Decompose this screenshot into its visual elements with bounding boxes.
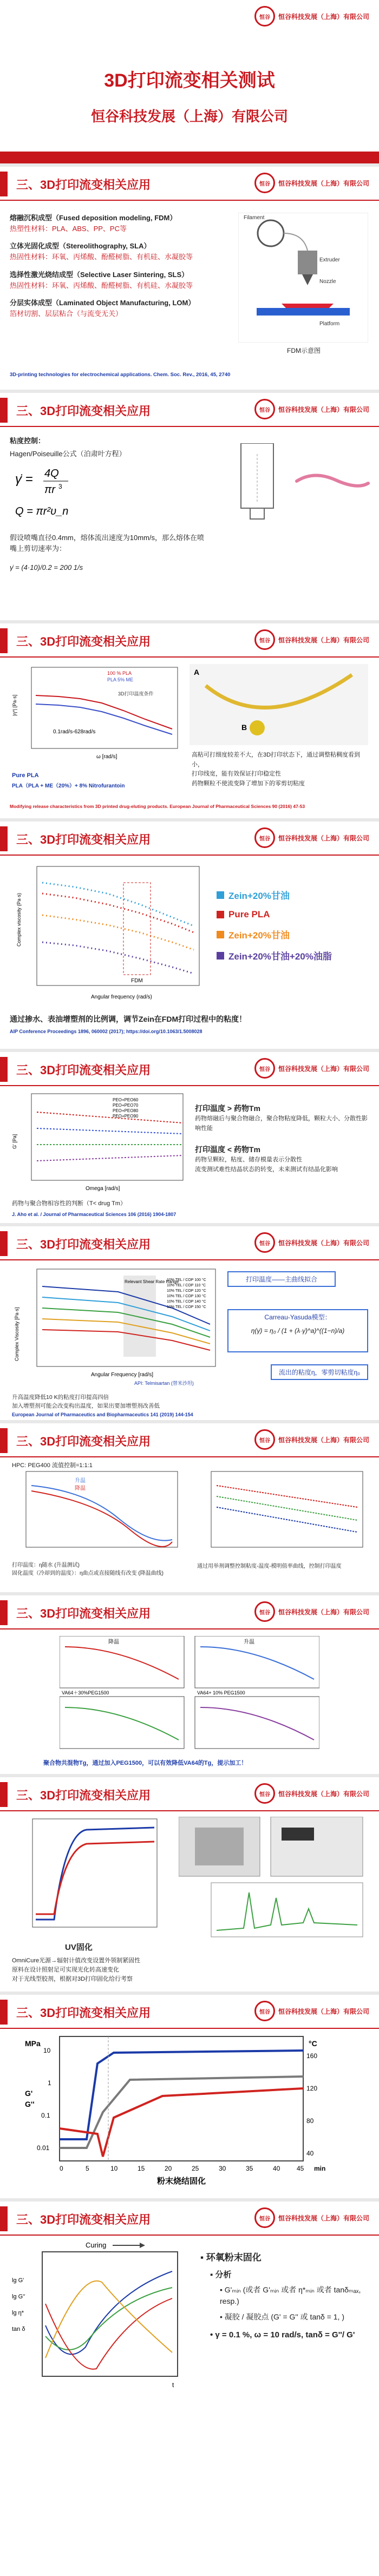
zein-legend xyxy=(217,888,332,970)
logo-mark: 恒谷 xyxy=(254,173,275,193)
logo xyxy=(254,399,369,419)
series-label: G'' xyxy=(25,2100,35,2108)
slide-title: 三、3D打印流变相关应用 xyxy=(16,404,151,418)
fdm-region-label: FDM xyxy=(131,978,143,984)
legend-item: 降温 xyxy=(75,1486,86,1491)
fig-label: Filament xyxy=(244,215,265,221)
y-axis-right-unit: °C xyxy=(309,2039,317,2048)
logo-mark: 恒谷 xyxy=(254,399,275,419)
logo-mark: 恒谷 xyxy=(254,2207,275,2228)
slide-title: 三、3D打印流变相关应用 xyxy=(16,2006,151,2020)
va64-caption: 聚合物共混物Tg，通过加入PEG1500，可以有效降低VA64的Tg，提示加工！ xyxy=(43,1760,247,1766)
tick-label: 45 xyxy=(297,2165,304,2172)
y-axis-label: Complex viscosity (Pa·s) xyxy=(16,892,22,947)
sls-materials: 热固性材料：环氧、丙烯酸、酚醛树脂、有机硅、水凝胶等 xyxy=(10,281,193,290)
note-heading: 打印温度 > 药物Tm xyxy=(195,1104,260,1113)
slide-uv-curing xyxy=(0,1777,379,1992)
uv-equipment xyxy=(179,1817,368,1941)
zein-chart xyxy=(10,861,205,1007)
y-axis-label: tan δ xyxy=(12,2326,25,2332)
logo xyxy=(254,2001,369,2021)
fdm-schematic xyxy=(238,213,368,343)
tick-label: 30 xyxy=(219,2165,226,2172)
tick-label: 80 xyxy=(306,2117,314,2125)
pla-chart xyxy=(10,663,183,766)
legend-item: Zein+20%甘油 xyxy=(217,888,332,902)
tick-label: 25 xyxy=(192,2165,199,2172)
note-item: 固化温度（冷却到的温度）：η曲点或直接随线有改变 (降温曲线) xyxy=(12,1570,164,1576)
sla-materials: 热固性材料：环氧、丙烯酸、酚醛树脂、有机硅、水凝胶等 xyxy=(10,253,193,261)
legend-item: Pure PLA xyxy=(217,909,332,920)
slide-title: 三、3D打印流变相关应用 xyxy=(16,634,151,648)
legend-item: 10% TEL / COP 100 °C xyxy=(167,1278,206,1282)
slide-viscosity-control xyxy=(0,393,379,620)
x-axis-unit: min xyxy=(314,2165,326,2172)
tick-label: 120 xyxy=(306,2085,318,2092)
hpc-notes xyxy=(12,1561,180,1578)
reference: 3D-printing technologies for electrochemical applications. Chem. Soc. Rev., 2016, 45, 2740 xyxy=(10,372,231,378)
reference: Modifying release characteristics from 3D printed drug-eluting products. European Journal of Pharmaceutical Sciences 90 (2016) 47-53 xyxy=(10,804,305,809)
eq3: γ̇ = (4·10)/0.2 = 200 1/s xyxy=(10,563,83,571)
tick-label: 40 xyxy=(306,2150,314,2157)
logo-name: 恒谷科技发展（上海）有限公司 xyxy=(278,636,369,644)
tick-label: 35 xyxy=(246,2165,253,2172)
fig-label: Platform xyxy=(319,321,340,327)
svg-text:πr: πr xyxy=(44,484,56,496)
slide-powder-sintering xyxy=(0,1995,379,2198)
nozzle-description: 假设喷嘴直径0.4mm，熔体流出速度为10mm/s，那么熔体在喷嘴上剪切速率为： xyxy=(10,534,204,553)
legend-item: 10% TEL / COP 110 °C xyxy=(167,1284,206,1287)
logo-mark: 恒谷 xyxy=(254,1601,275,1622)
curing-label: Curing xyxy=(86,2241,107,2249)
note-text: 流变测试难性结晶状态的转变，未来测试有结晶化影响 xyxy=(195,1166,338,1173)
x-ticks xyxy=(60,2165,304,2172)
note-item: 原料在设计照射足可实现光化转高速变化 xyxy=(12,1967,119,1974)
legend-item: 10% TEL / COP 120 °C xyxy=(167,1289,206,1293)
telmisartan-chart xyxy=(10,1265,226,1389)
slide-peo xyxy=(0,1052,379,1223)
logo xyxy=(254,6,369,27)
panel-label-a: A xyxy=(194,668,200,676)
hpc-temperature-chart xyxy=(10,1469,183,1556)
slide-title: 三、3D打印流变相关应用 xyxy=(16,1237,151,1251)
slide-hpc-peg400 xyxy=(0,1423,379,1592)
reference: J. Aho et al. / Journal of Pharmaceutical Sciences 106 (2016) 1904-1807 xyxy=(12,1212,177,1217)
uv-notes xyxy=(12,1956,140,1984)
svg-text:4Q: 4Q xyxy=(44,468,59,480)
x-axis-label: ω [rad/s] xyxy=(96,754,117,760)
tick-label: 10 xyxy=(43,2047,51,2054)
analysis-item: • 凝胶 / 凝胶点 (G' = G'' 或 tanδ = 1, ) xyxy=(220,2312,344,2321)
tick-label: 5 xyxy=(86,2165,89,2172)
tick-label: 0 xyxy=(60,2165,63,2172)
logo-mark: 恒谷 xyxy=(254,1232,275,1253)
note-item: 打印温度：η随水 (升温测试) xyxy=(12,1562,80,1568)
slide-technologies xyxy=(0,167,379,390)
hpc-summary: 通过用举剂调整控制粘度-温度-模明值率曲线，控制打印温度 xyxy=(197,1563,342,1569)
svg-text:3: 3 xyxy=(58,483,62,491)
y-axis-left-unit: MPa xyxy=(25,2039,41,2048)
series-label: G' xyxy=(25,2089,33,2098)
slide-title: 三、3D打印流变相关应用 xyxy=(16,178,151,192)
logo-name: 恒谷科技发展（上海）有限公司 xyxy=(278,2214,369,2222)
logo-mark: 恒谷 xyxy=(254,827,275,848)
panel-label: 降温 xyxy=(108,1639,119,1645)
logo-name: 恒谷科技发展（上海）有限公司 xyxy=(278,405,369,413)
tick-label: 0.1 xyxy=(41,2112,50,2119)
chart-caption: 药物与聚合物相容性的判断（T< drug Tm） xyxy=(12,1200,126,1207)
logo-name: 恒谷科技发展（上海）有限公司 xyxy=(278,1436,369,1444)
mixture-label: PLA（PLA + ME（20%）+ 8% Nitrofurantoin xyxy=(12,783,125,789)
filament-photo xyxy=(292,459,374,503)
chart-annotation: 3D打印温度条件 xyxy=(118,691,154,696)
legend-item: 10% TEL / COP 130 °C xyxy=(167,1294,206,1298)
note-text: 药物呈颗粒，粘度、储存模量表示分散性 xyxy=(195,1156,302,1163)
cover-title: 3D打印流变相关测试 xyxy=(104,70,275,91)
uv-title: UV固化 xyxy=(65,1943,93,1952)
finding-item: 升高温度降低10 K的粘度打印提高四倍 xyxy=(12,1394,109,1401)
legend-item: PLA 5% ME xyxy=(107,677,134,682)
analysis-heading: ▪ 环氧粉末固化 xyxy=(200,2252,262,2263)
y-axis-label: Complex Viscosity [Pa·s] xyxy=(14,1307,19,1361)
logo-name: 恒谷科技发展（上海）有限公司 xyxy=(278,12,369,21)
notes xyxy=(192,751,370,788)
logo xyxy=(254,1429,369,1450)
logo-mark: 恒谷 xyxy=(254,1429,275,1450)
note-item: 药物颗粒不使流变降了增加下的零剪切粘度 xyxy=(192,780,305,787)
sla-heading: 立体光固化成型（Stereolithography, SLA） xyxy=(10,242,151,251)
model-equation: η(γ̇) = η₀ / (1 + (λ·γ̇)^a)^((1−n)/a) xyxy=(251,1327,345,1335)
note-text: 药物熔融后与聚合物融合，聚合物粘度降低，颗粒大小、分散性影响性能 xyxy=(195,1115,368,1132)
panel-label-b: B xyxy=(241,723,247,732)
slide-epoxy-curing xyxy=(0,2202,379,2576)
logo-name: 恒谷科技发展（上海）有限公司 xyxy=(278,179,369,187)
eq1-left: γ̇ = xyxy=(15,472,33,487)
logo-name: 恒谷科技发展（上海）有限公司 xyxy=(278,1064,369,1073)
panel-label: VA64＋30%PEG1500 xyxy=(62,1690,109,1696)
logo xyxy=(254,629,369,650)
logo-name: 恒谷科技发展（上海）有限公司 xyxy=(278,2007,369,2015)
tick-label: 20 xyxy=(165,2165,172,2172)
findings xyxy=(12,1394,160,1411)
legend-item: PEO+PEO70 xyxy=(113,1103,139,1108)
slide-title: 三、3D打印流变相关应用 xyxy=(16,1434,151,1448)
x-axis-label: Angular frequency (rad/s) xyxy=(91,994,152,1000)
note-item: OmniCure光源→辐射计值改变设置外领制紧固性 xyxy=(12,1957,141,1964)
slide-va64 xyxy=(0,1595,379,1774)
pure-pla-label: Pure PLA xyxy=(12,772,39,779)
tick-label: 10 xyxy=(110,2165,118,2172)
filament-photos xyxy=(190,664,368,745)
region-label: Relevant Shear Rate Range xyxy=(125,1279,179,1284)
slide-title: 三、3D打印流变相关应用 xyxy=(16,1788,151,1802)
tick-label: 15 xyxy=(138,2165,145,2172)
y-axis-label: lg G'' xyxy=(12,2294,25,2300)
logo xyxy=(254,1783,369,1804)
fdm-materials: 热塑性材料：PLA、ABS、PP、PC等 xyxy=(10,225,127,233)
logo-mark: 恒谷 xyxy=(254,1783,275,1804)
tick-label: 40 xyxy=(273,2165,280,2172)
temperature-notes xyxy=(195,1102,368,1174)
slide-telmisartan xyxy=(0,1226,379,1420)
viscosity-heading: 粘度控制： xyxy=(10,437,45,445)
test-parameters: • γ = 0.1 %, ω = 10 rad/s, tanδ = G''/ G' xyxy=(210,2330,355,2340)
logo-mark: 恒谷 xyxy=(254,2001,275,2021)
logo xyxy=(254,1058,369,1079)
logo-mark: 恒谷 xyxy=(254,1058,275,1079)
tick-label: 1 xyxy=(48,2079,51,2087)
legend-item: 100 % PLA xyxy=(107,671,132,676)
logo-name: 恒谷科技发展（上海）有限公司 xyxy=(278,1239,369,1247)
sls-heading: 选择性激光烧结成型（Selective Laser Sintering, SLS） xyxy=(10,270,189,279)
epoxy-analysis xyxy=(200,2250,368,2342)
eq2: Q = πr²υ_n xyxy=(15,505,69,518)
legend-item: PEO+PEO90 xyxy=(113,1114,139,1119)
panel-label: VA64+ 10% PEG1500 xyxy=(197,1690,245,1696)
logo-name: 恒谷科技发展（上海）有限公司 xyxy=(278,834,369,842)
fdm-heading: 熔融沉积成型（Fused deposition modeling, FDM） xyxy=(10,214,177,222)
logo xyxy=(254,827,369,848)
chart-title: 粉末烧结固化 xyxy=(157,2177,206,2186)
hpc-ratio-chart xyxy=(195,1469,368,1556)
note-item: 打印线宽，能有效保证打印稳定性 xyxy=(192,771,281,778)
legend-item: 10% TEL / COP 140 °C xyxy=(167,1300,206,1304)
x-axis-label: Angular Frequency [rad/s] xyxy=(91,1372,154,1378)
x-axis-label: Omega [rad/s] xyxy=(86,1186,120,1192)
logo-mark: 恒谷 xyxy=(254,629,275,650)
logo-mark: 恒谷 xyxy=(254,6,275,27)
tick-label: 0.01 xyxy=(37,2144,50,2152)
nozzle-diagram xyxy=(233,443,282,530)
analysis-item: • G'ₘᵢₙ (或者 G'ₘᵢₙ 或者 η*ₘᵢₙ 或者 tanδₘₐₓ, resp.) xyxy=(220,2285,361,2305)
peo-chart xyxy=(10,1090,188,1199)
cover-company: 恒谷科技发展（上海）有限公司 xyxy=(90,108,288,124)
sintering-chart xyxy=(22,2031,357,2188)
cover-footer-band xyxy=(0,152,379,163)
y-axis-label: G' [Pa] xyxy=(12,1134,17,1149)
flow-box-1: 打印温度——主曲线拟合 xyxy=(227,1271,336,1287)
lom-heading: 分层实体成型（Laminated Object Manufacturing, LOM） xyxy=(10,298,195,307)
legend-item: 10% TEL / COP 150 °C xyxy=(167,1305,206,1309)
note-item: 高粘可打细度较差不大，在3D打印状态下，通过调整粘稠度看到小， xyxy=(192,752,361,768)
logo xyxy=(254,1601,369,1622)
law-name: Hagen/Poiseuille公式（泊肃叶方程） xyxy=(10,450,126,458)
slide-zein xyxy=(0,822,379,1049)
y-axis-label: lg G' xyxy=(12,2277,24,2284)
logo xyxy=(254,173,369,193)
reference: European Journal of Pharmaceutics and Biopharmaceutics 141 (2019) 144-154 xyxy=(12,1412,193,1417)
reference: AIP Conference Proceedings 1896, 060002 (2017); https://doi.org/10.1063/1.5008028 xyxy=(10,1029,202,1034)
x-axis-label: t xyxy=(172,2381,174,2389)
panel-label: 升温 xyxy=(244,1639,254,1645)
legend-item: Zein+20%甘油+20%油脂 xyxy=(217,949,332,962)
va64-charts xyxy=(60,1636,319,1750)
legend-item: 升温 xyxy=(75,1478,86,1484)
note-heading: 打印温度 < 药物Tm xyxy=(195,1145,260,1154)
y-axis-label: |η*| [Pa·s] xyxy=(12,694,17,716)
fig-label: Extruder xyxy=(319,257,340,263)
flow-box-3: 流出的粘度η，零剪切粘度η₀ xyxy=(271,1364,368,1380)
mixture-ratio: HPC: PEG400 流值控制=1:1:1 xyxy=(12,1462,93,1469)
note-item: 对于光线型胶剂，根据对3D打印固化给行考察 xyxy=(12,1976,133,1983)
slide-title: 三、3D打印流变相关应用 xyxy=(16,2212,151,2226)
slide-title: 三、3D打印流变相关应用 xyxy=(16,1606,151,1620)
logo xyxy=(254,1232,369,1253)
equations xyxy=(10,463,151,522)
logo-name: 恒谷科技发展（上海）有限公司 xyxy=(278,1608,369,1616)
model-name: Carreau-Yasuda模型： xyxy=(264,1313,331,1321)
figure-caption: FDM示意图 xyxy=(287,347,321,354)
y-axis-label: lg η* xyxy=(12,2310,24,2316)
slide-pla-viscosity xyxy=(0,623,379,818)
chart-annotation: 0.1rad/s-628rad/s xyxy=(53,729,96,735)
slide-title: 三、3D打印流变相关应用 xyxy=(16,1063,151,1077)
logo-name: 恒谷科技发展（上海）有限公司 xyxy=(278,1790,369,1798)
api-label: API: Telmisartan (替米沙坦) xyxy=(134,1381,194,1386)
fig-label: Nozzle xyxy=(319,279,336,285)
cover-slide xyxy=(0,0,379,163)
analysis-subheading: ▪ 分析 xyxy=(210,2270,232,2279)
slide-title: 三、3D打印流变相关应用 xyxy=(16,832,151,846)
legend-item: Zein+20%甘油 xyxy=(217,928,332,941)
flow-box-2 xyxy=(227,1309,368,1352)
conclusion: 通过掺水、表油增塑剂的比例调，调节Zein在FDM打印过程中的粘度！ xyxy=(10,1015,247,1023)
lom-materials: 箔材切割、层层粘合（与流变无关） xyxy=(10,309,123,318)
legend-item: PEO+PEO60 xyxy=(113,1098,139,1102)
logo xyxy=(254,2207,369,2228)
epoxy-curing-chart xyxy=(10,2239,188,2401)
tick-label: 160 xyxy=(306,2052,318,2060)
legend-item: PEO+PEO80 xyxy=(113,1108,139,1113)
uv-curing-chart xyxy=(22,1817,162,1936)
finding-item: 加入增塑剂可能会改变构出温度，如果出要加增塑剂改善低 xyxy=(12,1402,160,1409)
